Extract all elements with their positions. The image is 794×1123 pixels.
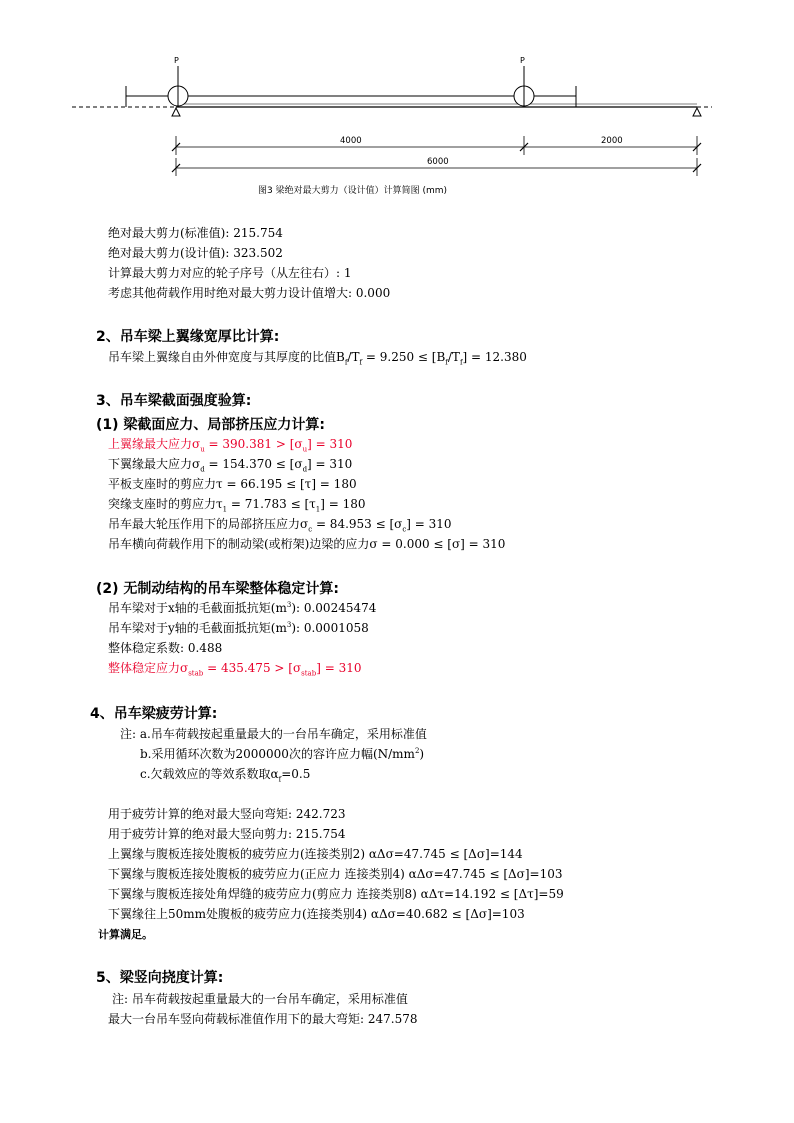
sub: u <box>302 445 308 454</box>
flange-ratio-mid: /T <box>447 350 460 364</box>
text: 吊车梁对于y轴的毛截面抵抗矩(m <box>108 621 287 635</box>
section-modulus-x <box>108 599 376 616</box>
sub: f <box>278 775 282 784</box>
text: = 390.381 > [σ <box>204 437 303 451</box>
support-right <box>693 108 701 116</box>
section-3-1-title: (1) 梁截面应力、局部挤压应力计算: <box>96 417 326 433</box>
text: =0.5 <box>281 767 311 781</box>
load-label-1: P <box>174 56 179 65</box>
sup: 3 <box>286 601 292 609</box>
section-3-2-title: (2) 无制动结构的吊车梁整体稳定计算: <box>96 581 340 597</box>
text: 上翼缘最大应力σ <box>108 437 201 451</box>
section-modulus-y <box>108 619 369 636</box>
fatigue-fillet-weld: 下翼缘与腹板连接处角焊缝的疲劳应力(剪应力 连接类别8) αΔτ=14.192 ≤ [Δτ]=59 <box>108 887 564 901</box>
sup: 2 <box>414 747 420 755</box>
sub: f <box>359 358 363 367</box>
section-2-title: 2、吊车梁上翼缘宽厚比计算: <box>96 329 280 345</box>
section-5-title: 5、梁竖向挠度计算: <box>96 970 224 986</box>
sub: 1 <box>315 505 321 514</box>
text: = 435.475 > [σ <box>203 661 302 675</box>
section-3-title: 3、吊车梁截面强度验算: <box>96 393 252 409</box>
fatigue-result: 计算满足。 <box>98 928 153 941</box>
support-left <box>172 108 180 116</box>
sub: f <box>344 358 348 367</box>
shear-flange-support <box>108 495 366 513</box>
dim-label-2: 2000 <box>601 136 623 146</box>
text: 下翼缘最大应力σ <box>108 457 201 471</box>
shear-design: 绝对最大剪力(设计值): 323.502 <box>108 246 283 260</box>
fatigue-note-c <box>140 765 310 783</box>
beam-diagram <box>0 0 794 200</box>
text: c.欠载效应的等效系数取α <box>140 767 279 781</box>
brake-beam-stress: 吊车横向荷载作用下的制动梁(或桁架)边梁的应力σ = 0.000 ≤ [σ] = 310 <box>108 537 506 551</box>
text: 吊车梁对于x轴的毛截面抵抗矩(m <box>108 601 287 615</box>
sup: 3 <box>286 621 292 629</box>
text: 吊车最大轮压作用下的局部挤压应力σ <box>108 517 309 531</box>
fatigue-note-a: 注: a.吊车荷载按起重量最大的一台吊车确定，采用标准值 <box>120 727 427 741</box>
deflection-note: 注: 吊车荷载按起重量最大的一台吊车确定，采用标准值 <box>112 992 408 1006</box>
local-bearing-stress <box>108 515 452 533</box>
flange-ratio-mid: /T <box>347 350 360 364</box>
shear-standard: 绝对最大剪力(标准值): 215.754 <box>108 226 283 240</box>
text: ] = 180 <box>320 497 366 511</box>
text: 突缘支座时的剪应力τ <box>108 497 223 511</box>
flange-ratio-mid: = 9.250 ≤ [B <box>362 350 446 364</box>
deflection-moment: 最大一台吊车竖向荷载标准值作用下的最大弯矩: 247.578 <box>108 1012 418 1026</box>
text: = 84.953 ≤ [σ <box>312 517 403 531</box>
stability-coefficient: 整体稳定系数: 0.488 <box>108 641 223 655</box>
sub: d <box>302 465 308 474</box>
figure-caption: 图3 梁绝对最大剪力（设计值）计算简图 (mm) <box>258 186 448 196</box>
sub: stab <box>301 669 317 678</box>
load-label-2: P <box>520 56 525 65</box>
stress-top-flange <box>108 435 352 453</box>
text: = 71.783 ≤ [τ <box>227 497 316 511</box>
sub: stab <box>188 669 204 678</box>
dim-label-1: 4000 <box>340 136 362 146</box>
text: ): 0.00245474 <box>291 601 377 615</box>
fatigue-shear: 用于疲劳计算的绝对最大竖向剪力: 215.754 <box>108 827 346 841</box>
sub: c <box>402 525 407 534</box>
sub: c <box>308 525 313 534</box>
fatigue-bottom-web: 下翼缘与腹板连接处腹板的疲劳应力(正应力 连接类别4) αΔσ=47.745 ≤ [Δσ]=103 <box>108 867 563 881</box>
shear-flat-support: 平板支座时的剪应力τ = 66.195 ≤ [τ] = 180 <box>108 477 357 491</box>
stress-bottom-flange <box>108 455 352 473</box>
text: 整体稳定应力σ <box>108 661 189 675</box>
text: b.采用循环次数为2000000次的容许应力幅(N/mm <box>140 747 415 761</box>
dim-label-total: 6000 <box>427 157 449 167</box>
sub: f <box>445 358 448 367</box>
text: ) <box>419 747 425 761</box>
fatigue-top-web: 上翼缘与腹板连接处腹板的疲劳应力(连接类别2) αΔσ=47.745 ≤ [Δσ]=144 <box>108 847 523 861</box>
stability-stress <box>108 659 361 677</box>
fatigue-50mm-web: 下翼缘往上50mm处腹板的疲劳应力(连接类别4) αΔσ=40.682 ≤ [Δσ]=103 <box>108 907 525 921</box>
sub: 1 <box>222 505 228 514</box>
fatigue-note-b <box>140 745 424 762</box>
text: ] = 310 <box>406 517 452 531</box>
section-4-title: 4、吊车梁疲劳计算: <box>90 706 218 722</box>
text: ] = 310 <box>316 661 362 675</box>
shear-wheel-index: 计算最大剪力对应的轮子序号（从左往右）: 1 <box>108 266 352 280</box>
fatigue-moment: 用于疲劳计算的绝对最大竖向弯矩: 242.723 <box>108 807 346 821</box>
text: = 154.370 ≤ [σ <box>204 457 303 471</box>
flange-ratio-pre: 吊车梁上翼缘自由外伸宽度与其厚度的比值B <box>108 350 345 364</box>
shear-increase: 考虑其他荷载作用时绝对最大剪力设计值增大: 0.000 <box>108 286 391 300</box>
text: ] = 310 <box>307 437 353 451</box>
sub: u <box>200 445 205 454</box>
text: ): 0.0001058 <box>291 621 369 635</box>
text: ] = 310 <box>307 457 353 471</box>
sub: d <box>200 465 205 474</box>
sub: f <box>459 358 463 367</box>
flange-ratio-post: ] = 12.380 <box>462 350 527 364</box>
flange-ratio <box>108 348 527 366</box>
